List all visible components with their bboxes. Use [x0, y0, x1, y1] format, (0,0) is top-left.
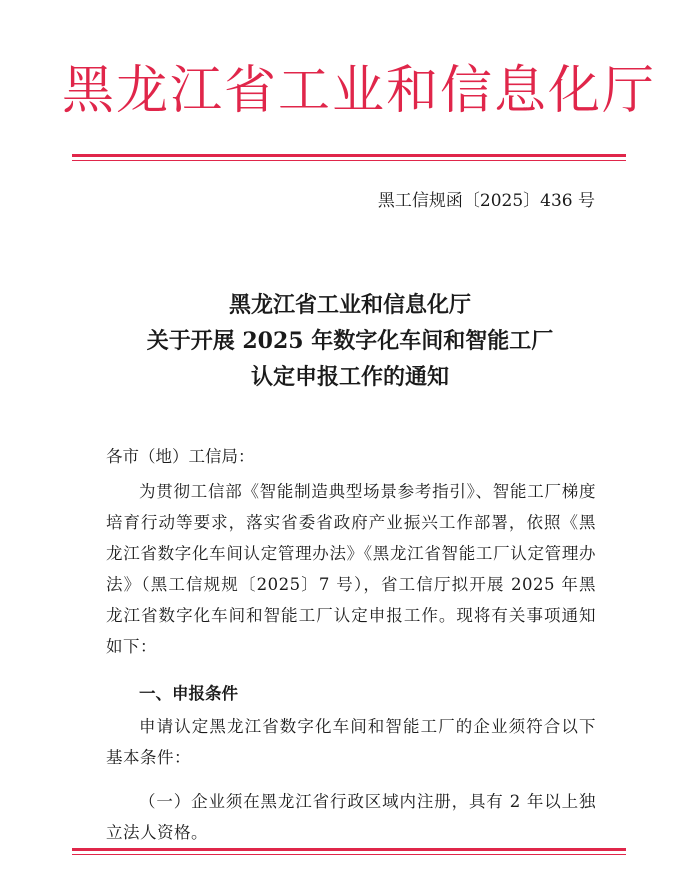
- masthead-divider: [72, 154, 626, 161]
- salutation: 各市（地）工信局：: [106, 447, 255, 466]
- condition-item-1: （一）企业须在黑龙江省行政区域内注册，具有 2 年以上独立法人资格。: [106, 792, 596, 842]
- conditions-intro-paragraph: 申请认定黑龙江省数字化车间和智能工厂的企业须符合以下基本条件：: [106, 717, 596, 767]
- intro-paragraph: 为贯彻工信部《智能制造典型场景参考指引》、智能工厂梯度培育行动等要求，落实省委省政府产业振兴工作部署，依照《黑龙江省数字化车间认定管理办法》《黑龙江省智能工厂认定管理办法》（黑工信规规〔2025〕7 号），省工信厅拟开展 2025 年黑龙江省数字化车间和智能工厂认定申报工作。现将有关事项通知如下：: [106, 482, 596, 656]
- document-number: 黑工信规函〔2025〕436 号: [377, 191, 595, 211]
- footer-divider: [72, 848, 626, 855]
- title-line-2: 关于开展 2025 年数字化车间和智能工厂: [146, 328, 554, 354]
- section-heading: 一、申报条件: [139, 684, 238, 703]
- document-title: [90, 287, 610, 395]
- title-line-1: 黑龙江省工业和信息化厅: [228, 292, 471, 318]
- masthead-title: 黑龙江省工业和信息化厅: [62, 61, 657, 121]
- title-line-3: 认定申报工作的通知: [250, 364, 449, 390]
